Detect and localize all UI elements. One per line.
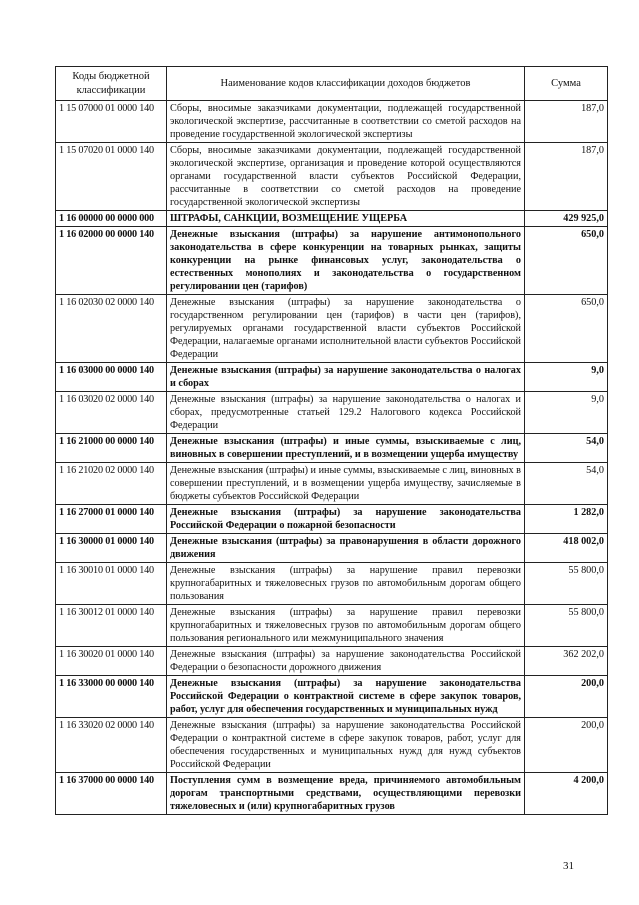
table-row bbox=[56, 605, 608, 647]
row-name: Денежные взыскания (штрафы) за нарушение законодательства Российской Федерации о пожарной безопасности bbox=[167, 505, 525, 534]
row-code: 1 16 30000 01 0000 140 bbox=[56, 534, 167, 563]
row-code: 1 16 37000 00 0000 140 bbox=[56, 773, 167, 815]
row-code: 1 16 02030 02 0000 140 bbox=[56, 295, 167, 363]
row-sum: 54,0 bbox=[525, 434, 608, 463]
row-name: Денежные взыскания (штрафы) за нарушение правил перевозки крупногабаритных и тяжеловесных грузов по автомобильным дорогам общего пользования bbox=[167, 563, 525, 605]
table-body bbox=[56, 101, 608, 815]
row-sum: 650,0 bbox=[525, 295, 608, 363]
table-row bbox=[56, 392, 608, 434]
table-row bbox=[56, 143, 608, 211]
row-name: Денежные взыскания (штрафы) за нарушение законодательства о государственном регулировании цен (тарифов) в части цен (тарифов), регулируемых органами государственной власти субъектов Российской Федерации, налагаемые органами исполнительной власти субъектов Российской Федерации bbox=[167, 295, 525, 363]
header-code: Коды бюджетной классификации bbox=[56, 67, 167, 101]
row-name: Поступления сумм в возмещение вреда, причиняемого автомобильным дорогам транспортными средствами, осуществляющими перевозки тяжеловесных и (или) крупногабаритных грузов bbox=[167, 773, 525, 815]
row-sum: 1 282,0 bbox=[525, 505, 608, 534]
row-sum: 187,0 bbox=[525, 101, 608, 143]
table-row bbox=[56, 534, 608, 563]
row-sum: 54,0 bbox=[525, 463, 608, 505]
row-sum: 418 002,0 bbox=[525, 534, 608, 563]
row-name: Сборы, вносимые заказчиками документации, подлежащей государственной экологической экспертизе, организация и проведение которой осуществляются органами государственной власти субъектов Российской Федерации, рассчитанные в соответствии со сметой расходов на проведение государственной экологической экспертизы bbox=[167, 143, 525, 211]
row-code: 1 16 03000 00 0000 140 bbox=[56, 363, 167, 392]
row-code: 1 16 30012 01 0000 140 bbox=[56, 605, 167, 647]
row-sum: 55 800,0 bbox=[525, 605, 608, 647]
row-code: 1 16 27000 01 0000 140 bbox=[56, 505, 167, 534]
row-name: Денежные взыскания (штрафы) за правонарушения в области дорожного движения bbox=[167, 534, 525, 563]
table-row bbox=[56, 434, 608, 463]
row-code: 1 16 33020 02 0000 140 bbox=[56, 718, 167, 773]
page-number: 31 bbox=[563, 860, 574, 872]
table-row bbox=[56, 227, 608, 295]
row-code: 1 16 33000 00 0000 140 bbox=[56, 676, 167, 718]
table-row bbox=[56, 647, 608, 676]
row-name: Денежные взыскания (штрафы) за нарушение правил перевозки крупногабаритных и тяжеловесных грузов по автомобильным дорогам общего пользования регионального или межмуниципального значения bbox=[167, 605, 525, 647]
table-row bbox=[56, 676, 608, 718]
row-sum: 9,0 bbox=[525, 392, 608, 434]
row-name: Денежные взыскания (штрафы) за нарушение законодательства Российской Федерации о контрактной системе в сфере закупок товаров, работ, услуг для обеспечения государственных и муниципальных нужд bbox=[167, 676, 525, 718]
row-sum: 200,0 bbox=[525, 676, 608, 718]
row-name: ШТРАФЫ, САНКЦИИ, ВОЗМЕЩЕНИЕ УЩЕРБА bbox=[167, 211, 525, 227]
row-name: Денежные взыскания (штрафы) за нарушение законодательства о налогах и сборах, предусмотренные статьей 129.2 Налогового кодекса Российской Федерации bbox=[167, 392, 525, 434]
table-row bbox=[56, 718, 608, 773]
row-sum: 187,0 bbox=[525, 143, 608, 211]
table-header-row bbox=[56, 67, 608, 101]
row-name: Сборы, вносимые заказчиками документации, подлежащей государственной экологической экспертизе, рассчитанные в соответствии со сметой расходов на проведение государственной экологической экспертизы bbox=[167, 101, 525, 143]
table-row bbox=[56, 505, 608, 534]
table-row bbox=[56, 773, 608, 815]
table-row bbox=[56, 295, 608, 363]
row-code: 1 15 07000 01 0000 140 bbox=[56, 101, 167, 143]
row-sum: 9,0 bbox=[525, 363, 608, 392]
row-name: Денежные взыскания (штрафы) за нарушение законодательства Российской Федерации о контрактной системе в сфере закупок товаров, работ, услуг для обеспечения государственных и муниципальных нужд для нужд субъектов Российской Федерации bbox=[167, 718, 525, 773]
row-name: Денежные взыскания (штрафы) и иные суммы, взыскиваемые с лиц, виновных в совершении преступлений, и в возмещении ущерба имуществу, зачисляемые в бюджеты субъектов Российской Федерации bbox=[167, 463, 525, 505]
table-row bbox=[56, 463, 608, 505]
budget-classification-table bbox=[55, 66, 608, 815]
row-code: 1 16 03020 02 0000 140 bbox=[56, 392, 167, 434]
row-code: 1 16 21020 02 0000 140 bbox=[56, 463, 167, 505]
row-sum: 55 800,0 bbox=[525, 563, 608, 605]
row-name: Денежные взыскания (штрафы) за нарушение антимонопольного законодательства в сфере конкуренции на товарных рынках, защиты конкуренции на рынке финансовых услуг, законодательства о естественных монополиях и законодательства о государственном регулировании цен (тарифов) bbox=[167, 227, 525, 295]
row-name: Денежные взыскания (штрафы) за нарушение законодательства о налогах и сборах bbox=[167, 363, 525, 392]
row-sum: 4 200,0 bbox=[525, 773, 608, 815]
row-code: 1 15 07020 01 0000 140 bbox=[56, 143, 167, 211]
row-sum: 362 202,0 bbox=[525, 647, 608, 676]
table-row bbox=[56, 563, 608, 605]
row-code: 1 16 00000 00 0000 000 bbox=[56, 211, 167, 227]
row-code: 1 16 21000 00 0000 140 bbox=[56, 434, 167, 463]
row-sum: 200,0 bbox=[525, 718, 608, 773]
row-code: 1 16 02000 00 0000 140 bbox=[56, 227, 167, 295]
row-code: 1 16 30020 01 0000 140 bbox=[56, 647, 167, 676]
table-row bbox=[56, 211, 608, 227]
table-row bbox=[56, 101, 608, 143]
row-name: Денежные взыскания (штрафы) и иные суммы, взыскиваемые с лиц, виновных в совершении преступлений, и в возмещении ущерба имуществу bbox=[167, 434, 525, 463]
row-sum: 429 925,0 bbox=[525, 211, 608, 227]
row-name: Денежные взыскания (штрафы) за нарушение законодательства Российской Федерации о безопасности дорожного движения bbox=[167, 647, 525, 676]
row-sum: 650,0 bbox=[525, 227, 608, 295]
header-name: Наименование кодов классификации доходов бюджетов bbox=[167, 67, 525, 101]
row-code: 1 16 30010 01 0000 140 bbox=[56, 563, 167, 605]
table-row bbox=[56, 363, 608, 392]
header-sum: Сумма bbox=[525, 67, 608, 101]
